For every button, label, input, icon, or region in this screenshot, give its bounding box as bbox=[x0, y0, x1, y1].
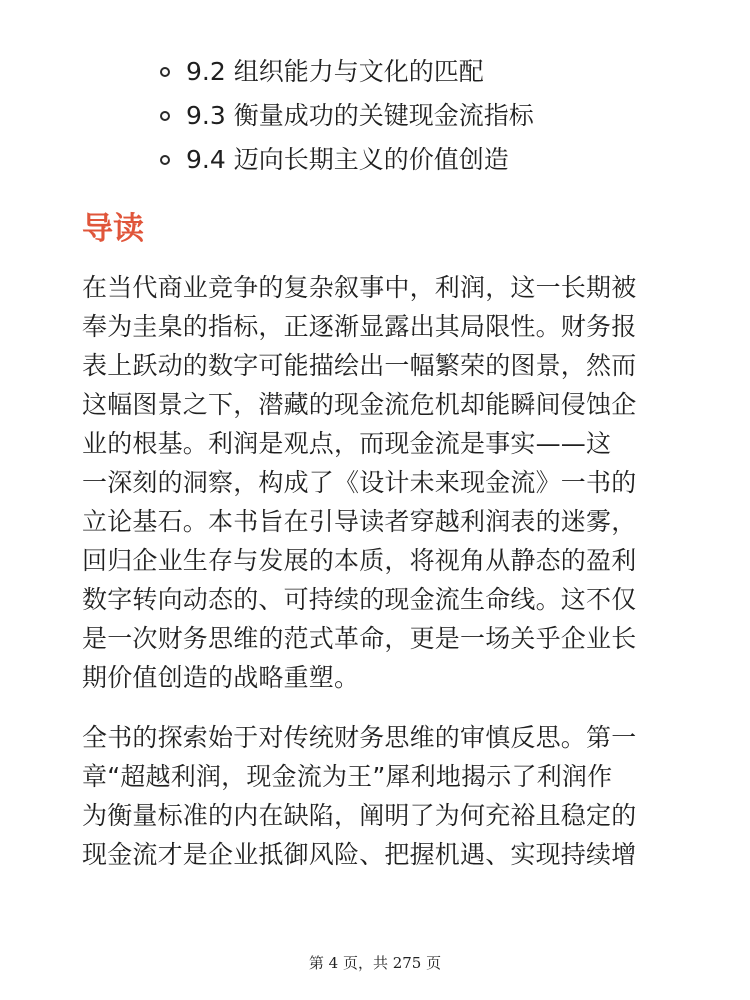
toc-item bbox=[160, 94, 534, 138]
paragraph-line: 在当代商业竞争的复杂叙事中，利润，这一长期被 bbox=[82, 273, 637, 302]
paragraph-line: 回归企业生存与发展的本质，将视角从静态的盈利 bbox=[82, 546, 637, 575]
paragraph-line: 数字转向动态的、可持续的现金流生命线。这不仅 bbox=[82, 585, 637, 614]
section-heading: 导读 bbox=[82, 211, 144, 247]
toc-item-label: 9.2 组织能力与文化的匹配 bbox=[186, 57, 484, 86]
paragraph-line: 立论基石。本书旨在引导读者穿越利润表的迷雾， bbox=[82, 507, 637, 536]
toc-item bbox=[160, 138, 534, 182]
table-of-contents bbox=[160, 50, 534, 182]
body-paragraph bbox=[82, 268, 672, 697]
toc-item-label: 9.3 衡量成功的关键现金流指标 bbox=[186, 101, 534, 130]
paragraph-line: 业的根基。利润是观点，而现金流是事实——这 bbox=[82, 429, 612, 458]
paragraph-line: 表上跃动的数字可能描绘出一幅繁荣的图景，然而 bbox=[82, 351, 637, 380]
paragraph-line: 是一次财务思维的范式革命，更是一场关乎企业长 bbox=[82, 624, 637, 653]
paragraph-line: 为衡量标准的内在缺陷，阐明了为何充裕且稳定的 bbox=[82, 801, 637, 830]
toc-item bbox=[160, 50, 534, 94]
toc-item-label: 9.4 迈向长期主义的价值创造 bbox=[186, 145, 509, 174]
paragraph-line: 一深刻的洞察，构成了《设计未来现金流》一书的 bbox=[82, 468, 637, 497]
paragraph-line: 期价值创造的战略重塑。 bbox=[82, 663, 360, 692]
hollow-circle-bullet-icon bbox=[160, 67, 170, 77]
paragraph-line: 现金流才是企业抵御风险、把握机遇、实现持续增 bbox=[82, 840, 637, 869]
body-paragraph bbox=[82, 718, 672, 874]
paragraph-line: 奉为圭臬的指标，正逐渐显露出其局限性。财务报 bbox=[82, 312, 637, 341]
page-number-footer: 第 4 页，共 275 页 bbox=[308, 954, 442, 972]
paragraph-line: 这幅图景之下，潜藏的现金流危机却能瞬间侵蚀企 bbox=[82, 390, 637, 419]
paragraph-line: 全书的探索始于对传统财务思维的审慎反思。第一 bbox=[82, 723, 637, 752]
paragraph-line: 章“超越利润，现金流为王”犀利地揭示了利润作 bbox=[82, 762, 613, 791]
hollow-circle-bullet-icon bbox=[160, 111, 170, 121]
hollow-circle-bullet-icon bbox=[160, 155, 170, 165]
